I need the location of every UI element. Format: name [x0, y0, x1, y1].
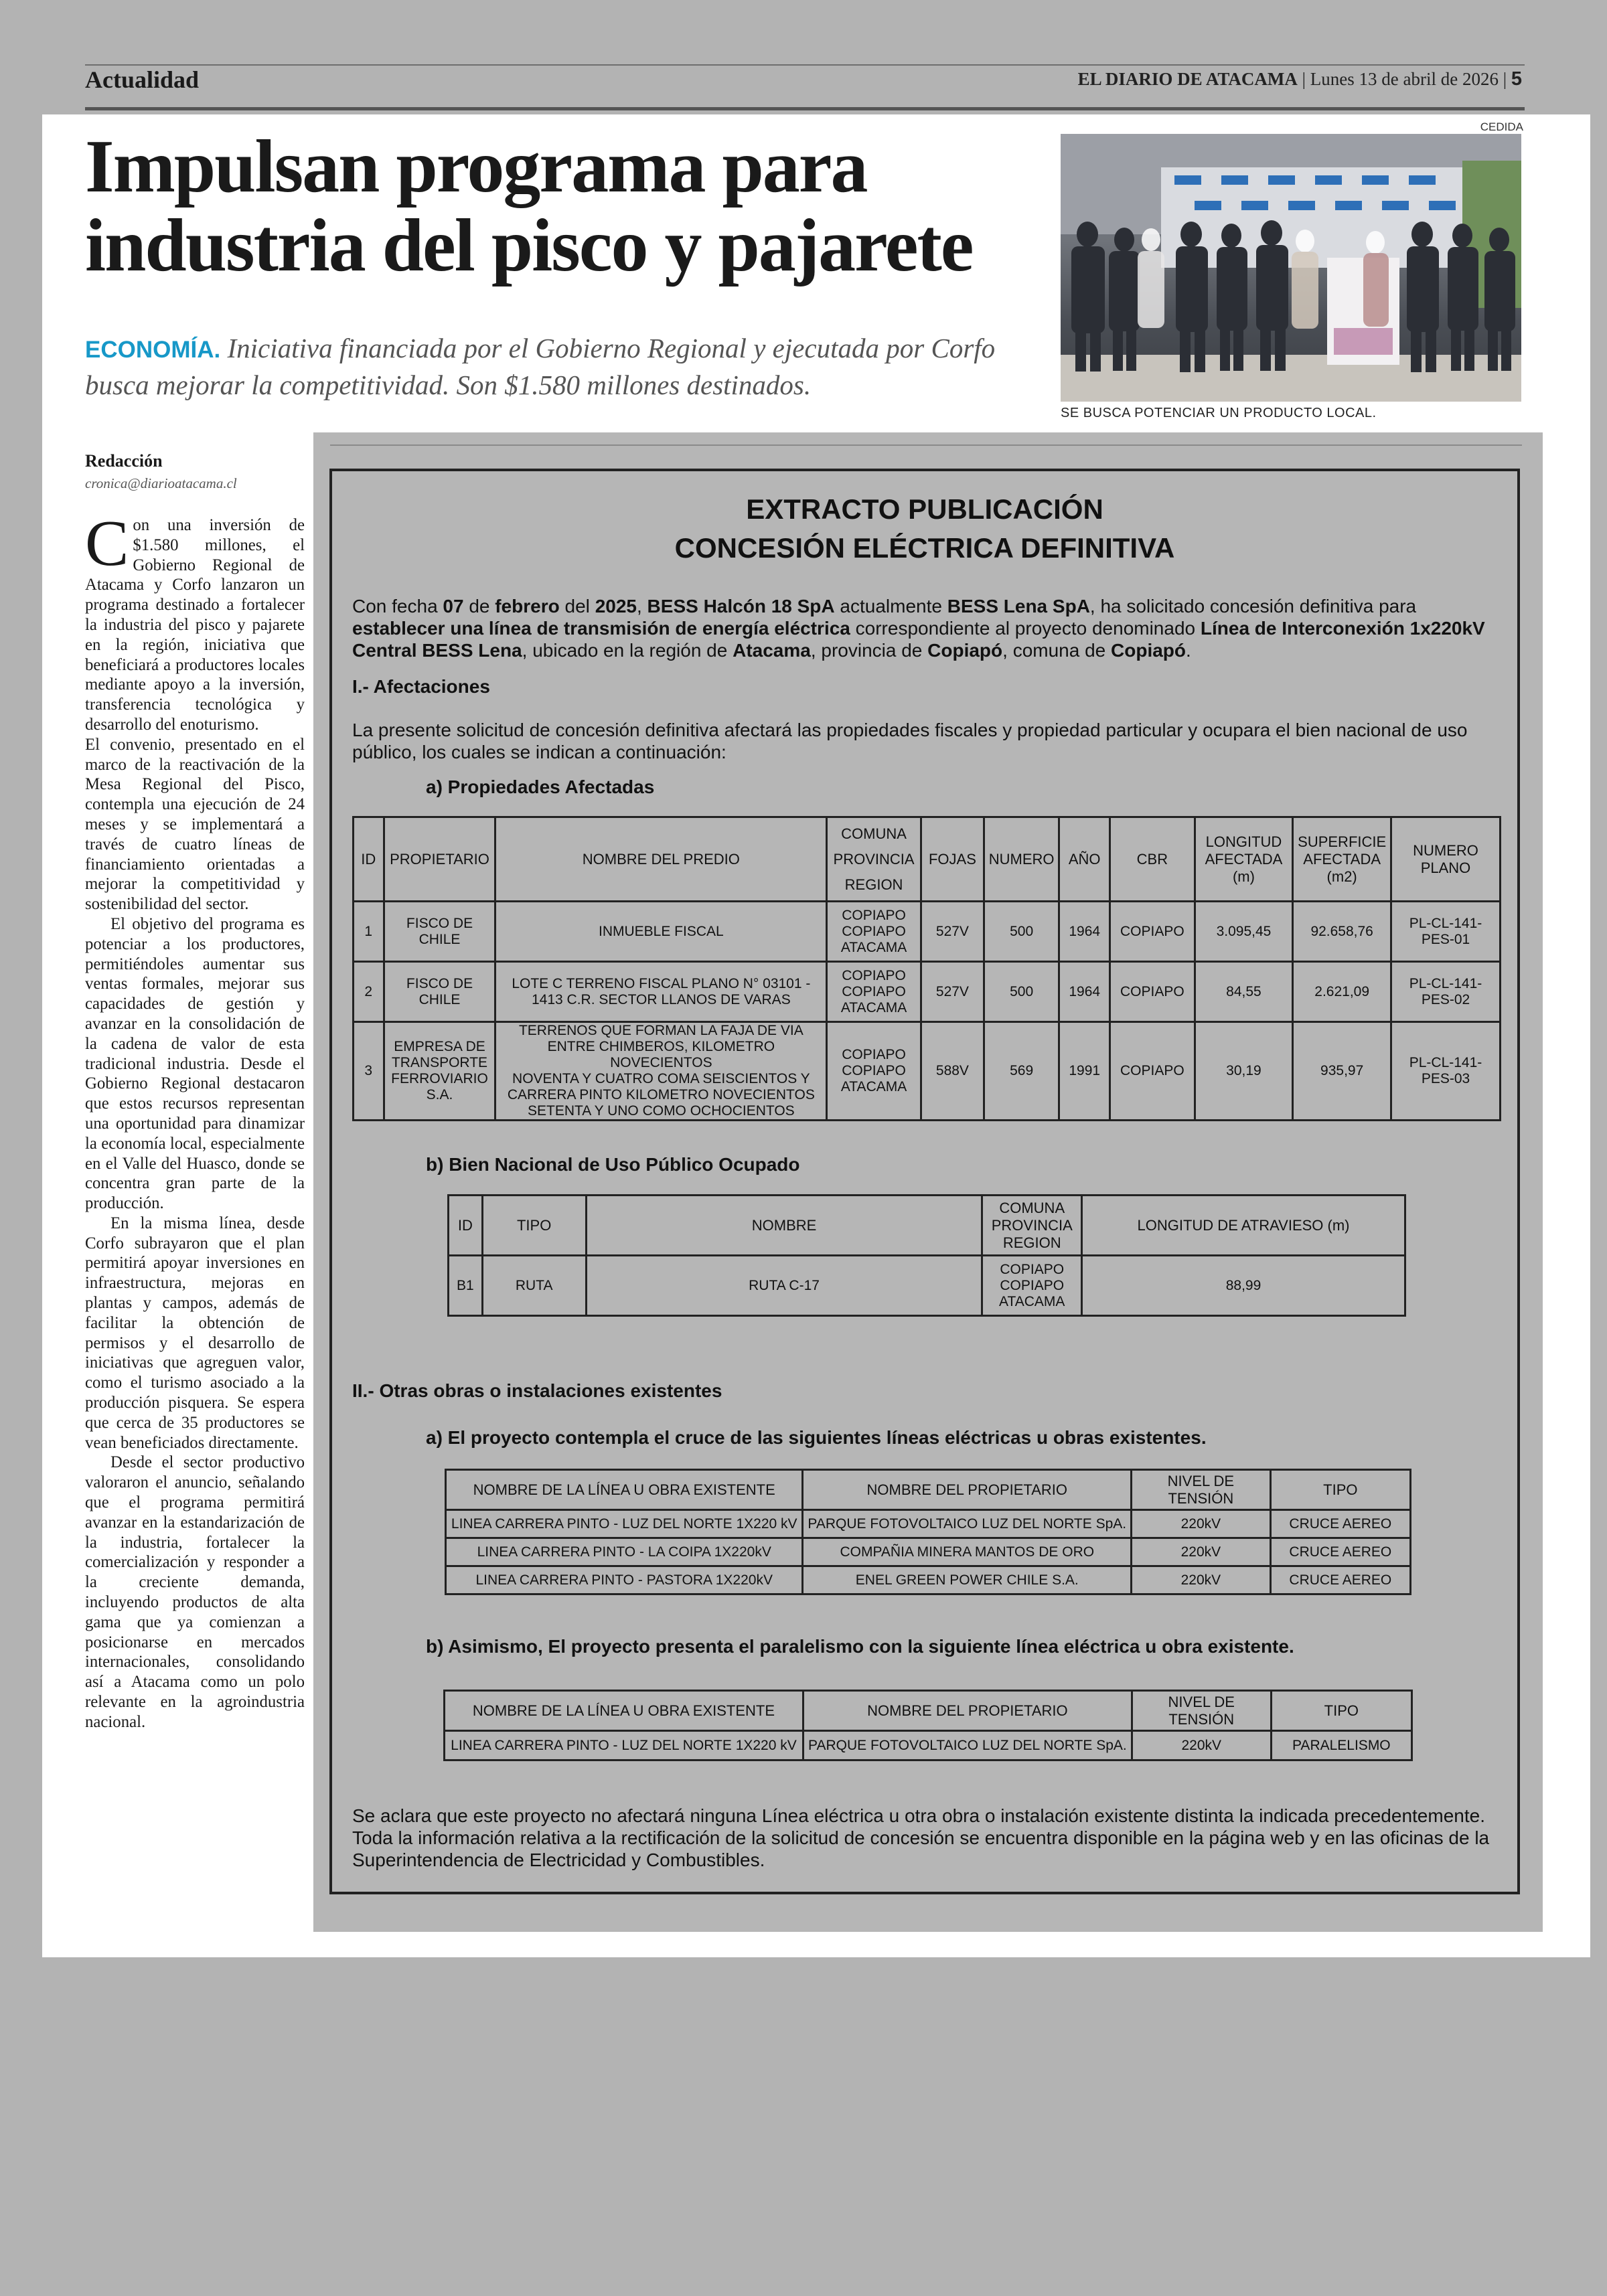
crossing-row-3: LINEA CARRERA PINTO - PASTORA 1X220kV ENEL GREEN POWER CHILE S.A. 220kV CRUCE AEREO	[446, 1566, 1411, 1594]
crossing-row-2: LINEA CARRERA PINTO - LA COIPA 1X220kV COMPAÑIA MINERA MANTOS DE ORO 220kV CRUCE AEREO	[446, 1538, 1411, 1566]
author-email: cronica@diarioatacama.cl	[85, 475, 237, 491]
parallel-row-1: LINEA CARRERA PINTO - LUZ DEL NORTE 1X220 kV PARQUE FOTOVOLTAICO LUZ DEL NORTE SpA. 220kV PARALELISMO	[445, 1731, 1412, 1760]
notice-closing: Se aclara que este proyecto no afectará ninguna Línea eléctrica u otra obra o instalación existente distinta la indicada precedentemente. Toda la información relativa a la rectificación de la solicitud de concesión se encuentra disponible en la página web y en las oficinas de la Superintendencia de Electricidad y Combustibles.	[352, 1805, 1490, 1870]
article-body	[85, 507, 305, 1732]
deck-text: Iniciativa financiada por el Gobierno Regional y ejecutada por Corfo busca mejorar la competitividad. Son $1.580 millones destinados.	[85, 333, 996, 400]
parallel-header-row: NOMBRE DE LA LÍNEA U OBRA EXISTENTE NOMBRE DEL PROPIETARIO NIVEL DE TENSIÓN TIPO	[445, 1691, 1412, 1731]
property-row-2: 2 FISCO DE CHILE LOTE C TERRENO FISCAL PLANO N° 03101 - 1413 C.R. SECTOR LLANOS DE VARAS COPIAPO COPIAPO ATACAMA 527V 500 1964 COPIAPO 84,55 2.621,09 PL-CL-141- PES-02	[354, 962, 1501, 1022]
property-row-3: 3 EMPRESA DE TRANSPORTE FERROVIARIO S.A. TERRENOS QUE FORMAN LA FAJA DE VIA ENTRE CHIMBEROS, KILOMETRO NOVECIENTOS NOVENTA Y CUATRO COMA SEISCIENTOS Y CARRERA PINTO KILOMETRO NOVECIENTOS SETENTA Y UNO COMO OCHOCIENTOS COPIAPO COPIAPO ATACAMA 588V 569 1991 COPIAPO 30,19 935,97 PL-CL-141- PES-03	[354, 1022, 1501, 1121]
bnup-row: B1 RUTA RUTA C-17 COPIAPO COPIAPO ATACAMA 88,99	[449, 1256, 1405, 1316]
page-number: 5	[1511, 68, 1522, 90]
notice-divider	[330, 444, 1522, 446]
sub-b-heading: b) Bien Nacional de Uso Público Ocupado	[426, 1154, 800, 1175]
crossings-table	[445, 1469, 1411, 1595]
paragraph-4: En la misma línea, desde Corfo subrayaron que el plan permitirá apoyar inversiones en infraestructura, mejoras en plantas y campos, además de facilitar la obtención de permisos y el desarrollo de iniciativas que agreguen valor, como el turismo asociado a la producción pisquera. Se espera que cerca de 35 productores se vean beneficiados directamente.	[85, 1214, 305, 1452]
deck	[85, 331, 1022, 403]
properties-header-row: ID PROPIETARIO NOMBRE DEL PREDIO COMUNA PROVINCIA REGION FOJAS NUMERO AÑO CBR LONGITUD AFECTADA (m) SUPERFICIE AFECTADA (m2) NUMERO PLANO	[354, 817, 1501, 902]
crossing-row-1: LINEA CARRERA PINTO - LUZ DEL NORTE 1X220 kV PARQUE FOTOVOLTAICO LUZ DEL NORTE SpA. 220kV CRUCE AEREO	[446, 1510, 1411, 1538]
issue-date: Lunes 13 de abril de 2026	[1310, 69, 1499, 89]
notice-title-2: CONCESIÓN ELÉCTRICA DEFINITIVA	[674, 532, 1175, 564]
section-1-heading: I.- Afectaciones	[352, 676, 490, 697]
paragraph-1: Con una inversión de $1.580 millones, el Gobierno Regional de Atacama y Corfo lanzaron un programa destinado a fortalecer la industria del pisco y pajarete en la región, iniciativa que beneficiará a productores locales mediante apoyo a la inversión, transferencia tecnológica y desarrollo del enoturismo.	[85, 507, 305, 734]
bnup-header-row: ID TIPO NOMBRE COMUNA PROVINCIA REGION LONGITUD DE ATRAVIESO (m)	[449, 1196, 1405, 1256]
parallel-table	[443, 1690, 1413, 1761]
crossings-header-row: NOMBRE DE LA LÍNEA U OBRA EXISTENTE NOMBRE DEL PROPIETARIO NIVEL DE TENSIÓN TIPO	[446, 1470, 1411, 1510]
legal-notice	[329, 469, 1520, 1894]
paragraph-2: El convenio, presentado en el marco de la reactivación de la Mesa Regional del Pisco, contempla una ejecución de 24 meses y se implementará a través de cuatro líneas de financiamiento orientadas a mejorar la competitividad y sostenibilidad del sector.	[85, 735, 305, 914]
sub-2a-heading: a) El proyecto contempla el cruce de las siguientes líneas eléctricas u obras existentes.	[426, 1427, 1207, 1448]
section-2-heading: II.- Otras obras o instalaciones existentes	[352, 1380, 722, 1401]
drop-cap: C	[85, 507, 129, 580]
notice-intro: Con fecha 07 de febrero del 2025, BESS Halcón 18 SpA actualmente BESS Lena SpA, ha solicitado concesión definitiva para establecer una línea de transmisión de energía eléctrica correspondiente al proyecto denominado Línea de Interconexión 1x220kV Central BESS Lena, ubicado en la región de Atacama, provincia de Copiapó, comuna de Copiapó.	[352, 596, 1485, 661]
photo-caption: SE BUSCA POTENCIAR UN PRODUCTO LOCAL.	[1061, 406, 1377, 420]
photo-illustration	[1061, 134, 1521, 402]
bnup-table	[447, 1194, 1406, 1317]
kicker: ECONOMÍA.	[85, 337, 221, 363]
notice-title-1: EXTRACTO PUBLICACIÓN	[746, 493, 1103, 525]
paragraph-3: El objetivo del programa es potenciar a los productores, permitiéndoles aumentar sus ventas formales, mejorar sus capacidades de gestión y avanzar en la consolidación de la cadena de valor de esta tradicional industria. Desde el Gobierno Regional destacaron que estos recursos representan una oportunidad para dinamizar la economía local, especialmente en el Valle del Huasco, donde se concentra gran parte de la producción.	[85, 914, 305, 1213]
publication-name: EL DIARIO DE ATACAMA	[1077, 69, 1298, 89]
properties-table	[352, 816, 1501, 1121]
byline: Redacción	[85, 451, 163, 471]
headline: Impulsan programa para industria del pisco y pajarete	[85, 125, 973, 287]
paragraph-5: Desde el sector productivo valoraron el anuncio, señalando que el programa permitirá avanzar en la estandarización de la industria, fortalecer la comercialización y responder a la creciente demanda, incluyendo productos de alta gama que ya comienzan a posicionarse en mercados internacionales, consolidando así a Atacama como un polo relevante en la agroindustria nacional.	[85, 1453, 305, 1731]
sub-a-heading: a) Propiedades Afectadas	[426, 776, 655, 797]
section-label: Actualidad	[85, 66, 200, 93]
masthead: EL DIARIO DE ATACAMA | Lunes 13 de abril de 2026 | 5	[1077, 68, 1522, 90]
photo-credit: CEDIDA	[1480, 120, 1523, 133]
section-1-text: La presente solicitud de concesión definitiva afectará las propiedades fiscales y propiedad particular y ocupara el bien nacional de uso público, los cuales se indican a continuación:	[352, 720, 1468, 762]
property-row-1: 1 FISCO DE CHILE INMUEBLE FISCAL COPIAPO COPIAPO ATACAMA 527V 500 1964 COPIAPO 3.095,45 92.658,76 PL-CL-141- PES-01	[354, 902, 1501, 962]
sub-2b-heading: b) Asimismo, El proyecto presenta el paralelismo con la siguiente línea eléctrica u obra existente.	[426, 1636, 1294, 1657]
news-photo	[1061, 134, 1521, 402]
